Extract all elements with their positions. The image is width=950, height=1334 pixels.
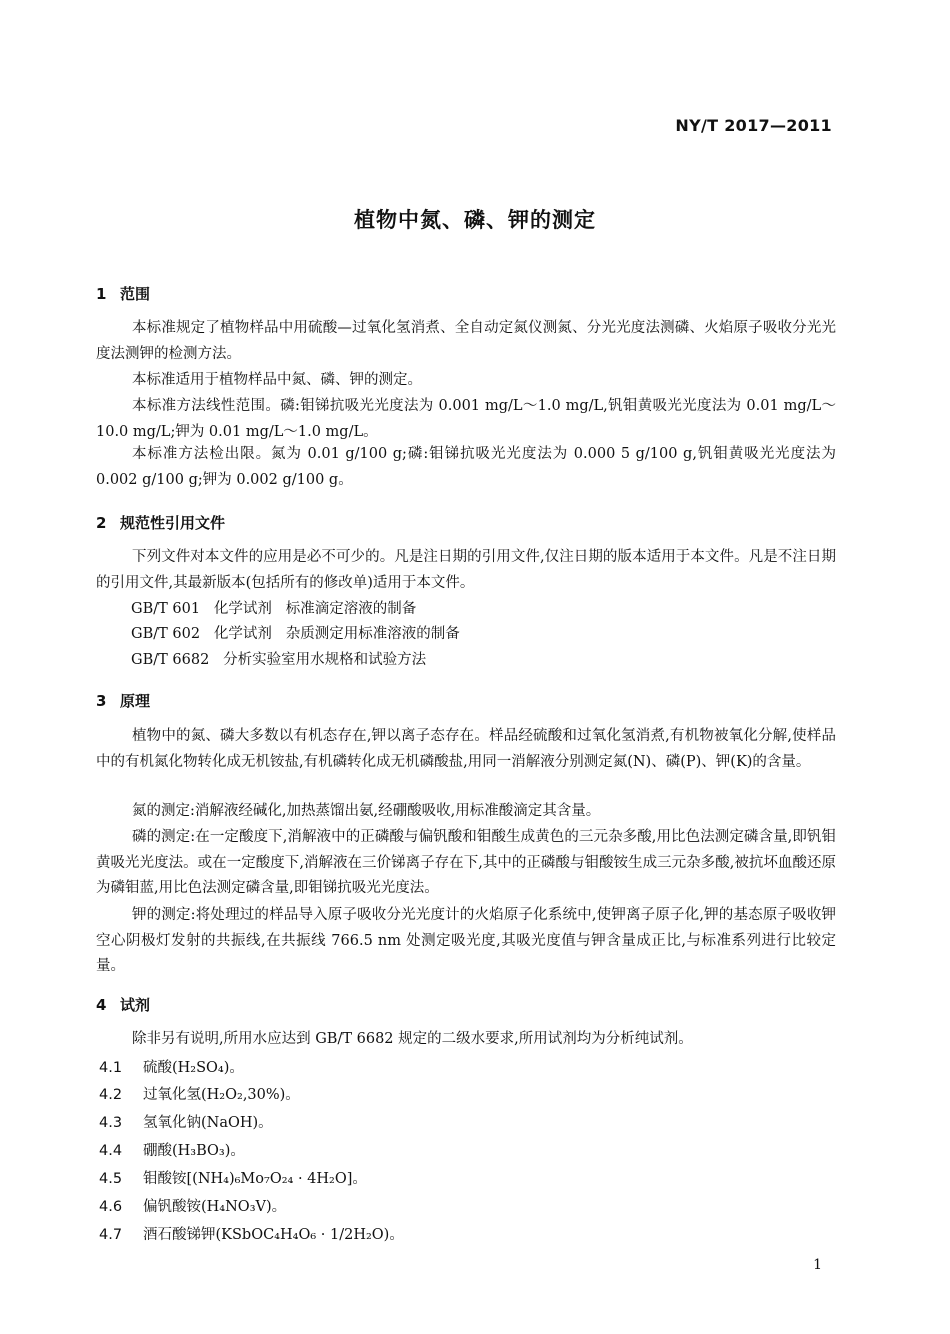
section-1-heading <box>96 283 150 304</box>
section-number: 4 <box>96 996 107 1014</box>
item-number: 4.2 <box>99 1087 123 1103</box>
item-text: 酒石酸锑钾(KSbOC₄H₄O₆ · 1/2H₂O)。 <box>143 1227 404 1243</box>
section-title: 原理 <box>120 692 151 710</box>
paragraph: 本标准方法检出限。氮为 0.01 g/100 g;磷:钼锑抗吸光光度法为 0.000 5 g/100 g,钒钼黄吸光光度法为 0.002 g/100 g;钾为 0.002 g/100 g。 <box>96 446 836 488</box>
reagent-item <box>99 1195 286 1220</box>
section-number: 3 <box>96 692 107 710</box>
section-title: 试剂 <box>120 996 151 1014</box>
item-number: 4.7 <box>99 1227 123 1243</box>
item-text: 钼酸铵[(NH₄)₆Mo₇O₂₄ · 4H₂O]。 <box>143 1171 367 1187</box>
section-title: 规范性引用文件 <box>120 514 226 532</box>
item-text: 偏钒酸铵(H₄NO₃V)。 <box>143 1199 287 1215</box>
reagent-item <box>99 1223 404 1248</box>
section-2-heading <box>96 512 225 533</box>
item-number: 4.3 <box>99 1115 123 1131</box>
item-number: 4.1 <box>99 1060 123 1076</box>
page-number: 1 <box>813 1257 822 1273</box>
reference-item: GB/T 6682 分析实验室用水规格和试验方法 <box>131 652 427 668</box>
reagent-item <box>99 1056 244 1081</box>
paragraph: 本标准方法线性范围。磷:钼锑抗吸光光度法为 0.001 mg/L～1.0 mg/L,钒钼黄吸光光度法为 0.01 mg/L～10.0 mg/L;钾为 0.01 mg/L～1.0 mg/L。 <box>96 398 836 440</box>
paragraph: 氮的测定:消解液经碱化,加热蒸馏出氨,经硼酸吸收,用标准酸滴定其含量。 <box>132 803 601 819</box>
section-4-heading <box>96 994 150 1015</box>
item-number: 4.5 <box>99 1171 123 1187</box>
paragraph: 下列文件对本文件的应用是必不可少的。凡是注日期的引用文件,仅注日期的版本适用于本文件。凡是不注日期的引用文件,其最新版本(包括所有的修改单)适用于本文件。 <box>96 549 836 591</box>
paragraph: 除非另有说明,所用水应达到 GB/T 6682 规定的二级水要求,所用试剂均为分析纯试剂。 <box>132 1031 693 1047</box>
item-text: 氢氧化钠(NaOH)。 <box>143 1115 273 1131</box>
reagent-item <box>99 1167 367 1192</box>
standard-code: NY/T 2017—2011 <box>675 116 832 135</box>
paragraph: 植物中的氮、磷大多数以有机态存在,钾以离子态存在。样品经硫酸和过氧化氢消煮,有机物被氧化分解,使样品中的有机氮化物转化成无机铵盐,有机磷转化成无机磷酸盐,用同一消解液分别测定氮(N)、磷(P)、钾(K)的含量。 <box>96 728 836 770</box>
section-number: 2 <box>96 514 107 532</box>
paragraph: 本标准适用于植物样品中氮、磷、钾的测定。 <box>132 372 422 388</box>
section-title: 范围 <box>120 285 151 303</box>
reagent-item <box>99 1083 300 1108</box>
item-text: 过氧化氢(H₂O₂,30%)。 <box>143 1087 300 1103</box>
paragraph: 本标准规定了植物样品中用硫酸—过氧化氢消煮、全自动定氮仪测氮、分光光度法测磷、火焰原子吸收分光光度法测钾的检测方法。 <box>96 320 836 362</box>
reagent-item <box>99 1139 245 1164</box>
document-title: 植物中氮、磷、钾的测定 <box>354 208 596 232</box>
reagent-item <box>99 1111 273 1136</box>
item-number: 4.4 <box>99 1143 123 1159</box>
paragraph: 钾的测定:将处理过的样品导入原子吸收分光光度计的火焰原子化系统中,使钾离子原子化,钾的基态原子吸收钾空心阴极灯发射的共振线,在共振线 766.5 nm 处测定吸光度,其吸光度值与钾含量成正比,与标准系列进行比较定量。 <box>96 907 836 974</box>
paragraph: 磷的测定:在一定酸度下,消解液中的正磷酸与偏钒酸和钼酸生成黄色的三元杂多酸,用比色法测定磷含量,即钒钼黄吸光光度法。或在一定酸度下,消解液在三价锑离子存在下,其中的正磷酸与钼酸铵生成三元杂多酸,被抗坏血酸还原为磷钼蓝,用比色法测定磷含量,即钼锑抗吸光光度法。 <box>96 829 836 896</box>
section-number: 1 <box>96 285 107 303</box>
item-text: 硫酸(H₂SO₄)。 <box>143 1060 244 1076</box>
section-3-heading <box>96 690 150 711</box>
reference-item: GB/T 602 化学试剂 杂质测定用标准溶液的制备 <box>131 626 460 642</box>
item-number: 4.6 <box>99 1199 123 1215</box>
reference-item: GB/T 601 化学试剂 标准滴定溶液的制备 <box>131 601 417 617</box>
item-text: 硼酸(H₃BO₃)。 <box>143 1143 245 1159</box>
